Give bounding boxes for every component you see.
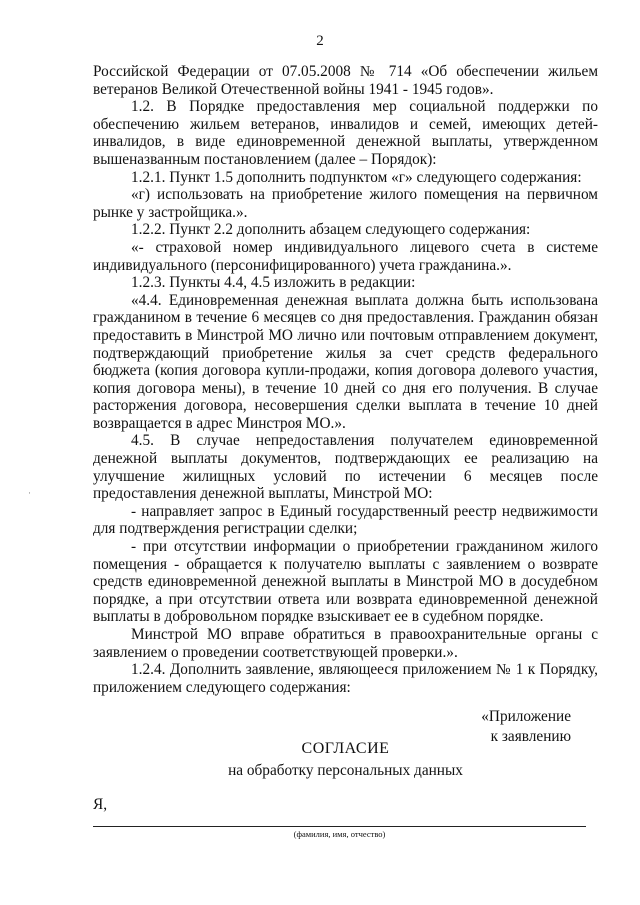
paragraph: - направляет запрос в Единый государственный реестр недвижимости для подтверждения регистрации сделки;: [93, 502, 598, 538]
paragraph: «4.4. Единовременная денежная выплата должна быть использована гражданином в течение 6 месяцев со дня предоставления. Гражданин обязан предоставить в Минстрой МО лично или почтовым отправлением документ, подтверждающий приобретение жилья за счет средств федерального бюджета (копия договора купли-продажи, копия договора долевого участия, копия договора мены), в течение 10 дней со дня его получения. В случае расторжения договора, несовершения сделки выплата в течение 10 дней возвращается в адрес Минстроя МО.».: [93, 291, 598, 432]
margin-mark: ·: [28, 488, 31, 498]
consent-subtitle: на обработку персональных данных: [228, 762, 463, 779]
document-body: [93, 63, 598, 696]
paragraph: 1.2.1. Пункт 1.5 дополнить подпунктом «г» следующего содержания:: [131, 168, 582, 186]
paragraph: 1.2.4. Дополнить заявление, являющееся приложением № 1 к Порядку, приложением следующего содержания:: [93, 661, 598, 696]
paragraph: Российской Федерации от 07.05.2008 № 714 «Об обеспечении жильем ветеранов Великой Отечественной войны 1941 - 1945 годов».: [93, 63, 598, 98]
consent-title: СОГЛАСИЕ: [301, 740, 390, 757]
appendix-line-1: «Приложение: [481, 708, 571, 725]
paragraph: 1.2.3. Пункты 4.4, 4.5 изложить в редакции:: [131, 274, 416, 292]
ya-label: Я,: [93, 796, 108, 813]
page-number: 2: [316, 33, 324, 49]
paragraph: - при отсутствии информации о приобретении гражданином жилого помещения - обращается к получателю выплаты с заявлением о возврате средств единовременной денежной выплаты в Минстрой МО в досудебном порядке, а при отсутствии ответа или возврата единовременной денежной выплаты в добровольном порядке взыскивает ее в судебном порядке.: [93, 538, 598, 626]
paragraph: 4.5. В случае непредоставления получателем единовременной денежной выплаты документов, подтверждающих ее реализацию на улучшение жилищных условий по истечении 6 месяцев после предоставления денежной выплаты, Минстрой МО:: [93, 432, 598, 503]
fio-caption: (фамилия, имя, отчество): [293, 829, 386, 839]
paragraph: 1.2. В Порядке предоставления мер социальной поддержки по обеспечению жильем ветеранов, инвалидов и семей, имеющих детей-инвалидов, в виде единовременной денежной выплаты, утвержденном вышеназванным постановлением (далее – Порядок):: [93, 98, 598, 168]
appendix-line-2: к заявлению: [490, 728, 571, 745]
fio-line: [93, 826, 586, 827]
paragraph: «г) использовать на приобретение жилого помещения на первичном рынке у застройщика.».: [93, 186, 598, 221]
paragraph: Минстрой МО вправе обратиться в правоохранительные органы с заявлением о проведении соответствующей проверки.».: [93, 626, 598, 661]
paragraph: 1.2.2. Пункт 2.2 дополнить абзацем следующего содержания:: [131, 221, 531, 239]
paragraph: «- страховой номер индивидуального лицевого счета в системе индивидуального (персонифицированного) учета гражданина.».: [93, 238, 598, 274]
